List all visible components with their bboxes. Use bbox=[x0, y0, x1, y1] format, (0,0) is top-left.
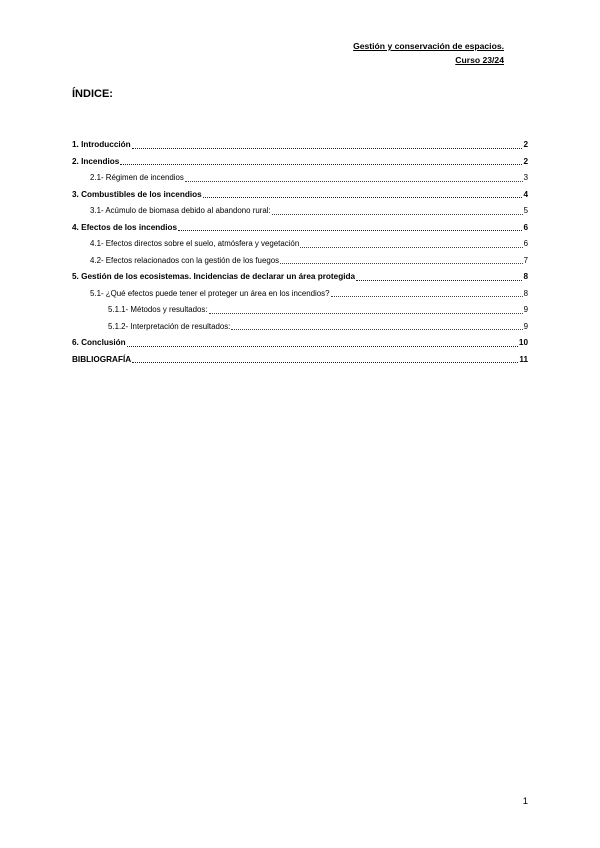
toc-entry-page: 6 bbox=[523, 239, 528, 248]
toc-entry-title: BIBLIOGRAFÍA bbox=[72, 354, 132, 364]
toc-entry-page: 7 bbox=[523, 255, 528, 265]
toc-entry-title: 1. Introducción bbox=[72, 140, 131, 149]
toc-entry-page: 9 bbox=[523, 321, 528, 331]
toc-entry-page: 8 bbox=[523, 272, 528, 281]
toc-entry-page: 8 bbox=[523, 288, 528, 298]
page-number: 1 bbox=[522, 796, 528, 807]
toc-entry-page: 9 bbox=[523, 305, 528, 314]
toc-entry[interactable] bbox=[72, 236, 528, 253]
toc-dot-leader bbox=[120, 164, 522, 165]
toc-dot-leader bbox=[231, 329, 522, 330]
toc-entry-page: 10 bbox=[518, 338, 528, 347]
toc-entry[interactable] bbox=[72, 154, 528, 171]
toc-entry-title: 3.1- Acúmulo de biomasa debido al abandono rural: bbox=[90, 206, 271, 215]
toc-dot-leader bbox=[178, 230, 522, 231]
toc-entry[interactable] bbox=[72, 269, 528, 286]
toc-entry-page: 5 bbox=[523, 206, 528, 215]
toc-entry[interactable] bbox=[72, 253, 528, 270]
toc-entry-page: 2 bbox=[523, 156, 528, 166]
toc-entry[interactable] bbox=[72, 302, 528, 319]
toc-dot-leader bbox=[331, 296, 523, 297]
toc-entry-title: 4. Efectos de los incendios bbox=[72, 222, 178, 232]
toc-dot-leader bbox=[127, 346, 518, 347]
toc-entry-page: 3 bbox=[523, 173, 528, 182]
toc-entry-title: 4.1- Efectos directos sobre el suelo, atmósfera y vegetación bbox=[90, 239, 300, 248]
toc-entry[interactable] bbox=[72, 187, 528, 204]
toc-entry[interactable] bbox=[72, 170, 528, 187]
toc-entry-page: 11 bbox=[519, 354, 528, 364]
document-header-title: Gestión y conservación de espacios. bbox=[353, 41, 504, 51]
toc-dot-leader bbox=[280, 263, 523, 264]
toc-entry-page: 4 bbox=[523, 189, 528, 199]
toc-entry-title: 5.1.2- Interpretación de resultados: bbox=[108, 321, 231, 331]
toc-entry-title: 6. Conclusión bbox=[72, 338, 126, 347]
toc-entry[interactable] bbox=[72, 137, 528, 154]
table-of-contents bbox=[72, 137, 528, 368]
toc-entry-page: 2 bbox=[523, 140, 528, 149]
toc-entry[interactable] bbox=[72, 203, 528, 220]
toc-entry-title: 2.1- Régimen de incendios bbox=[90, 173, 184, 182]
toc-entry[interactable] bbox=[72, 352, 528, 369]
toc-entry[interactable] bbox=[72, 286, 528, 303]
toc-entry[interactable] bbox=[72, 220, 528, 237]
toc-entry-title: 5.1- ¿Qué efectos puede tener el proteger un área en los incendios? bbox=[90, 288, 330, 298]
toc-entry-page: 6 bbox=[523, 222, 528, 232]
toc-heading: ÍNDICE: bbox=[72, 88, 113, 100]
toc-entry-title: 4.2- Efectos relacionados con la gestión de los fuegos bbox=[90, 255, 280, 265]
toc-dot-leader bbox=[272, 214, 523, 215]
toc-dot-leader bbox=[132, 148, 523, 149]
toc-dot-leader bbox=[132, 362, 518, 363]
toc-entry-title: 2. Incendios bbox=[72, 156, 120, 166]
document-header-course: Curso 23/24 bbox=[455, 55, 504, 65]
toc-dot-leader bbox=[356, 280, 522, 281]
toc-entry-title: 5. Gestión de los ecosistemas. Incidencias de declarar un área protegida bbox=[72, 272, 356, 281]
toc-entry-title: 5.1.1- Métodos y resultados: bbox=[108, 305, 208, 314]
toc-dot-leader bbox=[203, 197, 523, 198]
toc-entry-title: 3. Combustibles de los incendios bbox=[72, 189, 202, 199]
toc-dot-leader bbox=[300, 247, 522, 248]
toc-entry[interactable] bbox=[72, 335, 528, 352]
toc-dot-leader bbox=[185, 181, 523, 182]
toc-entry[interactable] bbox=[72, 319, 528, 336]
toc-dot-leader bbox=[209, 313, 523, 314]
